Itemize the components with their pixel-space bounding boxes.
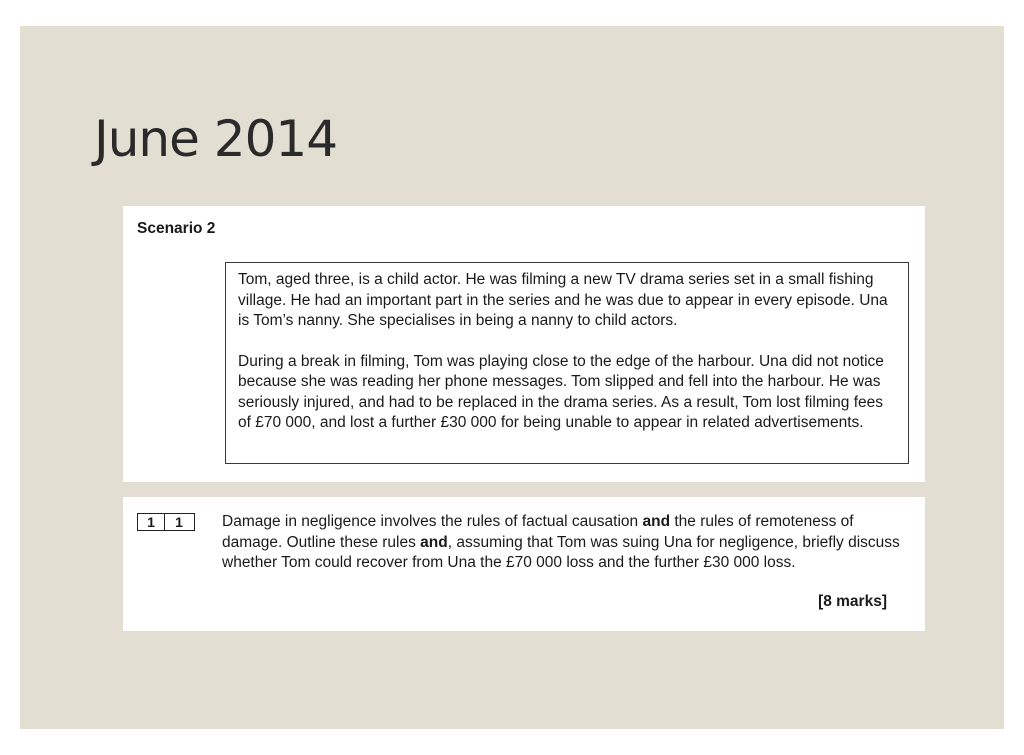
marks-label: [8 marks] <box>818 593 887 610</box>
question-text-part: the rules of remoteness of damage. Outline these rules <box>222 513 854 551</box>
scenario-heading: Scenario 2 <box>137 220 216 237</box>
question-text-part: Damage in negligence involves the rules of factual causation <box>222 513 643 530</box>
scenario-paragraph: Tom, aged three, is a child actor. He was filming a new TV drama series set in a small fishing village. He had an important part in the series and he was due to appear in every episode. Una is Tom’s nanny. She specialises in being a nanny to child actors. <box>238 271 888 329</box>
question-panel <box>123 497 925 631</box>
question-text <box>222 512 912 574</box>
slide <box>20 26 1004 729</box>
question-emphasis: and <box>642 513 671 530</box>
question-number <box>137 513 195 531</box>
scenario-panel <box>123 206 925 482</box>
question-number-digit: 1 <box>164 513 195 531</box>
slide-title: June 2014 <box>94 110 338 168</box>
scenario-paragraph: During a break in filming, Tom was playing close to the edge of the harbour. Una did not notice because she was reading her phone messages. Tom slipped and fell into the harbour. He was seriously injured, and had to be replaced in the drama series. As a result, Tom lost filming fees of £70 000, and lost a further £30 000 for being unable to appear in related advertisements. <box>238 352 884 431</box>
question-emphasis: and <box>420 533 448 551</box>
question-text-part: , assuming that Tom was suing Una for negligence, briefly discuss whether Tom could recover from Una the £70 000 loss and the further £30 000 loss. <box>222 533 900 571</box>
scenario-text-box <box>225 262 909 464</box>
question-number-digit: 1 <box>137 513 165 531</box>
